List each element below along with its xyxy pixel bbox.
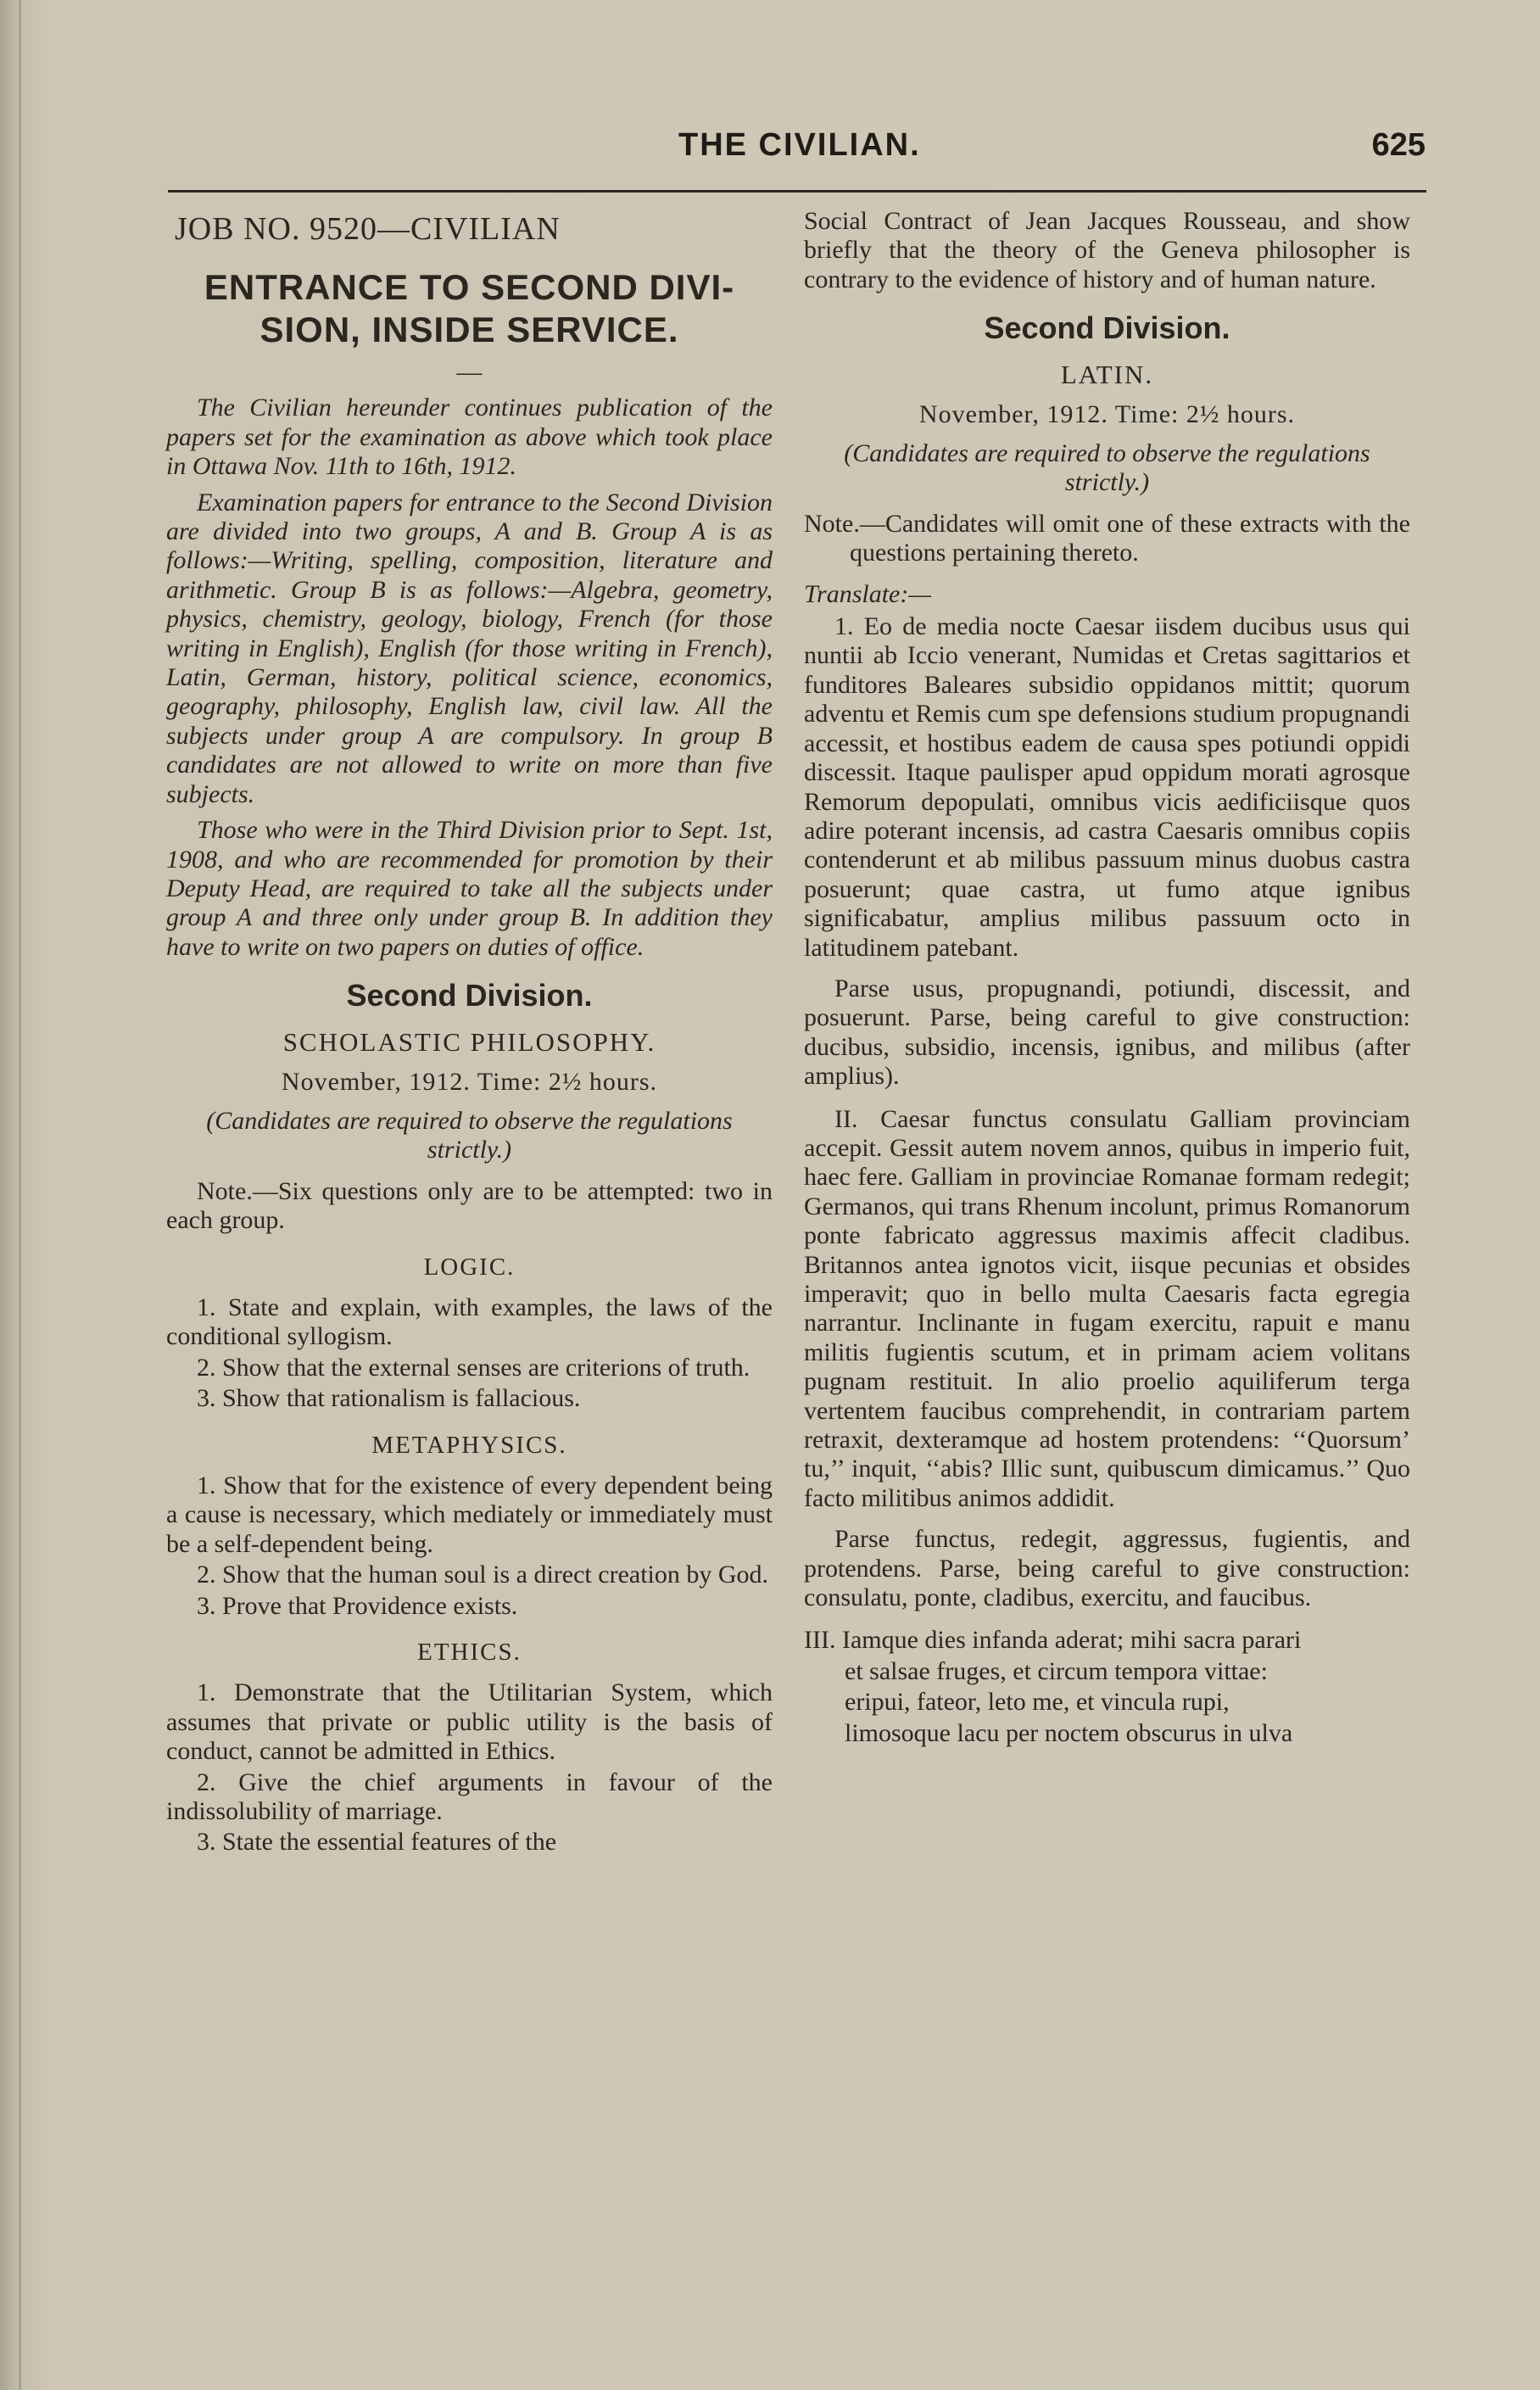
instructions-note-latin: Note.—Candidates will omit one of these extracts with the questions pertaining thereto. xyxy=(804,509,1410,567)
latin-passage-1: 1. Eo de media nocte Caesar iisdem ducibus usus qui nuntii ab Iccio venerant, Numidas et Cretas sagittarios et funditores Baleares subsidio oppidanos mittit; quorum adventu et Remis cum spe defensions studium propugnandi accessit, et hostibus eadem de causa spes potiundi oppidi discessit. Itaque paulisper apud oppidum morati agrosque Remorum depopulati, omnibus vicis aedificiisque quos adire poterant incensis, ad castra Caesaris omnibus copiis contenderunt et ab milibus passuum minus duobus castra posuerunt; quae castra, ut fumo atque ignibus significabatur, amplius milibus passuum octo in latitudinem patebant. xyxy=(804,612,1410,962)
intro-paragraph-1: The Civilian hereunder continues publication of the papers set for the examination as above which took place in Ottawa Nov. 11th to 16th, 1912. xyxy=(166,394,773,481)
ethics-question-1: 1. Demonstrate that the Utilitarian System, which assumes that private or public utility is the basis of conduct, cannot be admitted in Ethics. xyxy=(166,1678,773,1766)
verse-line-1: III. Iamque dies infanda aderat; mihi sacra parari xyxy=(804,1626,1302,1655)
ethics-question-2: 2. Give the chief arguments in favour of the indissolubility of marriage. xyxy=(166,1767,773,1826)
verse-line-4: limosoque lacu per noctem obscurus in ulva xyxy=(845,1718,1293,1747)
subject-heading-latin: LATIN. xyxy=(1060,360,1154,390)
translate-label: Translate:— xyxy=(804,579,932,608)
header-rule xyxy=(168,190,1426,193)
article-title: ENTRANCE TO SECOND DIVI-SION, INSIDE SERVICE. xyxy=(204,267,735,349)
logic-question-2: 2. Show that the external senses are criterions of truth. xyxy=(197,1353,750,1382)
running-head xyxy=(0,127,1540,178)
journal-title: THE CIVILIAN. xyxy=(678,127,921,163)
left-column xyxy=(166,207,773,1859)
page-number: 625 xyxy=(1371,127,1426,163)
metaphysics-heading: METAPHYSICS. xyxy=(371,1431,567,1459)
latin-passage-2: II. Caesar functus consulatu Galliam provinciam accepit. Gessit autem novem annos, quibus in imperio fuit, haec fere. Galliam in provinciae Romanae formam redegit; Germanos, qui trans Rhenum incolunt, primus Romanorum ponte fabricato aggressus maximis affecit cladibus. Britannos antea ignotos vicit, iisque pecunias et obsides imperavit; quo in bello multa Caesaris facta egregia narrantur. Inclinante in fugam exercitu, rapuit e manu militis fugientis scutum, et in primam aciem volitans pugnam restituit. In alio proelio aquiliferum terga vertentem faucibus comprehendit, in contrariam partem retraxit, dexteramque ad hostem protendens: ‘‘Quorsum’ tu,’’ inquit, ‘‘abis? Illic sunt, quibuscum dimicamus.’’ Quo facto militibus animos addidit. xyxy=(804,1104,1410,1512)
logic-heading: LOGIC. xyxy=(423,1253,516,1281)
metaphysics-question-1: 1. Show that for the existence of every dependent being a cause is necessary, which mediately or immediately must be a self-dependent being. xyxy=(166,1471,773,1558)
ethics-question-3: 3. State the essential features of the xyxy=(197,1828,557,1857)
parse-instructions-1: Parse usus, propugnandi, potiundi, discessit, and posuerunt. Parse, being careful to give construction: ducibus, subsidio, incensis, ignibus, and milibus (after amplius). xyxy=(804,974,1410,1091)
regulations-note: (Candidates are required to observe the regulations strictly.) xyxy=(206,1106,733,1164)
continued-question: Social Contract of Jean Jacques Rousseau, and show briefly that the theory of the Geneva philosopher is contrary to the evidence of history and of human nature. xyxy=(804,207,1410,293)
binding-gutter xyxy=(19,0,21,2390)
latin-verse-3 xyxy=(804,1626,1410,1748)
section-heading: Second Division. xyxy=(346,978,593,1014)
title-dash: — xyxy=(456,358,483,386)
regulations-note-latin: (Candidates are required to observe the regulations strictly.) xyxy=(844,439,1370,497)
instructions-note: Note.—Six questions only are to be attempted: two in each group. xyxy=(166,1176,773,1235)
verse-line-3: eripui, fateor, leto me, et vincula rupi, xyxy=(845,1688,1230,1717)
job-number: JOB NO. 9520—CIVILIAN xyxy=(175,211,561,247)
ethics-heading: ETHICS. xyxy=(417,1639,522,1667)
logic-question-3: 3. Show that rationalism is fallacious. xyxy=(197,1384,581,1413)
intro-paragraph-2: Examination papers for entrance to the Second Division are divided into two groups, A and B. Group A is as follows:—Writing, spelling, composition, literature and arithmetic. Group B is as follows:—Algebra, geometry, physics, chemistry, geology, biology, French (for those writing in English), English (for those writing in French), Latin, German, history, political science, economics, geography, philosophy, English law, civil law. All the subjects under group A are compulsory. In group B candidates are not allowed to write on more than five subjects. xyxy=(166,488,773,808)
exam-date-time-latin: November, 1912. Time: 2½ hours. xyxy=(918,399,1296,428)
metaphysics-question-3: 3. Prove that Providence exists. xyxy=(197,1591,518,1620)
subject-heading: SCHOLASTIC PHILOSOPHY. xyxy=(282,1027,656,1058)
exam-date-time: November, 1912. Time: 2½ hours. xyxy=(281,1067,658,1096)
metaphysics-question-2: 2. Show that the human soul is a direct creation by God. xyxy=(197,1561,769,1589)
intro-paragraph-3: Those who were in the Third Division prior to Sept. 1st, 1908, and who are recommended for promotion by their Deputy Head, are required to take all the subjects under group A and three only under group B. In addition they have to write on two papers on duties of office. xyxy=(166,816,773,961)
logic-question-1: 1. State and explain, with examples, the laws of the conditional syllogism. xyxy=(166,1293,773,1351)
parse-instructions-2: Parse functus, redegit, aggressus, fugientis, and protendens. Parse, being careful to give construction: consulatu, ponte, cladibus, exercitu, and faucibus. xyxy=(804,1525,1410,1612)
right-column xyxy=(804,207,1410,1750)
section-heading-latin: Second Division. xyxy=(984,310,1230,346)
verse-line-2: et salsae fruges, et circum tempora vittae: xyxy=(845,1656,1268,1685)
